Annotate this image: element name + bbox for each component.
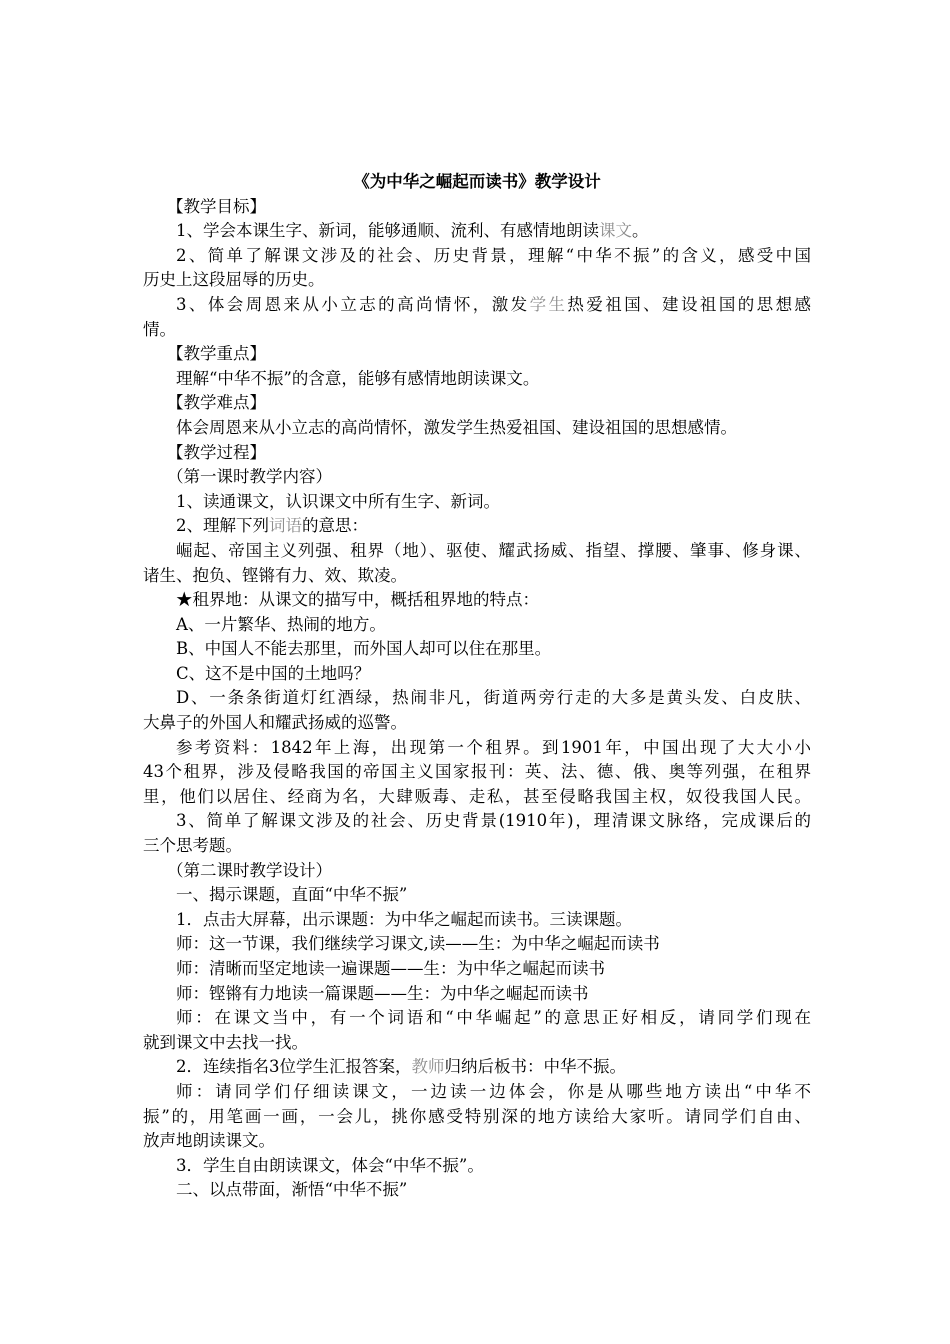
lesson-1-item-2 [143,514,811,539]
goal-1 [143,219,811,244]
step-1-item-2-rest: 归纳后板书：中华不振。 [444,1057,626,1077]
lesson-1-item-2-keyword: 词语 [269,516,302,536]
goal-2-line-1: 2、简单了解课文涉及的社会、历史背景，理解“中华不振”的含义，感受中国 [176,245,811,265]
teacher-line-5-part-1: 师：请同学们仔细读课文，一边读一边体会，你是从哪些地方读出“中华不 [176,1081,811,1101]
vocab-list-line-2: 诸生、抱负、铿锵有力、效、欺凌。 [143,565,407,585]
teacher-line-3: 师：铿锵有力地读一篇课题——生：为中华之崛起而读书 [176,983,589,1003]
step-1-item-3: 3．学生自由朗读课文，体会“中华不振”。 [176,1155,484,1175]
teacher-line-1: 师：这一节课，我们继续学习课文,读——生：为中华之崛起而读书 [176,934,660,954]
goal-1-keyword: 课文 [599,221,632,241]
goal-3-rest: 热爱祖国、建设祖国的思想感 [567,294,812,314]
step-1-item-2-keyword: 教师 [411,1057,445,1077]
section-heading-key-points: 【教学重点】 [167,344,266,364]
goal-3-line-1 [143,293,811,318]
lesson-1-item-1: 1、读通课文，认识课文中所有生字、新词。 [176,491,500,511]
teacher-line-5-part-3: 放声地朗读课文。 [143,1131,275,1151]
option-d-line-2: 大鼻子的外国人和耀武扬威的巡警。 [143,713,407,733]
concession-question: ★租界地：从课文的描写中，概括租界地的特点： [176,590,539,610]
lesson-1-item-2-rest: 的意思： [302,516,368,536]
option-c: C、这不是中国的土地吗？ [176,663,371,683]
reference-line-3: 里，他们以居住、经商为名，大肆贩毒、走私，甚至侵略我国主权，奴役我国人民。 [143,786,811,806]
step-1-item-2 [143,1055,811,1080]
reference-line-2: 43个租界，涉及侵略我国的帝国主义国家报刊：英、法、德、俄、奥等列强，在租界 [143,762,811,782]
goal-3-line-2: 情。 [143,319,176,339]
lesson-2-heading: （第二课时教学设计） [167,860,332,880]
goal-1-text: 1、学会本课生字、新词，能够通顺、流利、有感情地朗读 [176,221,599,241]
option-d-line-1: D、一条条街道灯红酒绿，热闹非凡，街道两旁行走的大多是黄头发、白皮肤、 [176,688,811,708]
option-b: B、中国人不能去那里，而外国人却可以住在那里。 [176,639,552,659]
document-title: 《为中华之崛起而读书》教学设计 [353,172,601,191]
lesson-1-heading: （第一课时教学内容） [167,467,332,487]
difficulties-text: 体会周恩来从小立志的高尚情怀，激发学生热爱祖国、建设祖国的思想感情。 [176,417,737,437]
document-page [143,170,811,1203]
option-a: A、一片繁华、热闹的地方。 [176,614,386,634]
lesson-1-item-3-line-2: 三个思考题。 [143,836,242,856]
section-heading-process: 【教学过程】 [167,442,266,462]
teacher-line-4-part-2: 就到课文中去找一找。 [143,1032,308,1052]
goal-2-line-2: 历史上这段屈辱的历史。 [143,270,325,290]
key-points-text: 理解“中华不振”的含意，能够有感情地朗读课文。 [176,368,540,388]
step-1-item-1: 1．点击大屏幕，出示课题：为中华之崛起而读书。三读课题。 [176,909,632,929]
reference-line-1: 参考资料：1842年上海，出现第一个租界。到1901年，中国出现了大大小小 [176,737,811,757]
goal-3-text: 3、体会周恩来从小立志的高尚情怀，激发 [176,294,530,314]
step-2-heading: 二、以点带面，渐悟“中华不振” [176,1180,408,1200]
lesson-1-item-2-text: 2、理解下列 [176,516,269,536]
vocab-list-line-1: 崛起、帝国主义列强、租界（地）、驱使、耀武扬威、指望、撑腰、肇事、修身课、 [176,540,811,560]
step-1-item-2-text: 2．连续指名3位学生汇报答案， [176,1057,412,1077]
teacher-line-4-part-1: 师：在课文当中，有一个词语和“中华崛起”的意思正好相反，请同学们现在 [176,1008,811,1028]
teacher-line-5-part-2: 振”的，用笔画一画，一会儿，挑你感受特别深的地方读给大家听。请同学们自由、 [143,1106,811,1126]
goal-1-end: 。 [632,221,649,241]
step-1-heading: 一、揭示课题，直面“中华不振” [176,885,408,905]
goal-3-keyword: 学生 [529,294,568,314]
section-heading-difficulties: 【教学难点】 [167,393,266,413]
lesson-1-item-3-line-1: 3、简单了解课文涉及的社会、历史背景(1910年)，理清课文脉络，完成课后的 [176,811,811,831]
teacher-line-2: 师：清晰而坚定地读一遍课题——生：为中华之崛起而读书 [176,959,605,978]
section-heading-goals: 【教学目标】 [167,196,266,216]
